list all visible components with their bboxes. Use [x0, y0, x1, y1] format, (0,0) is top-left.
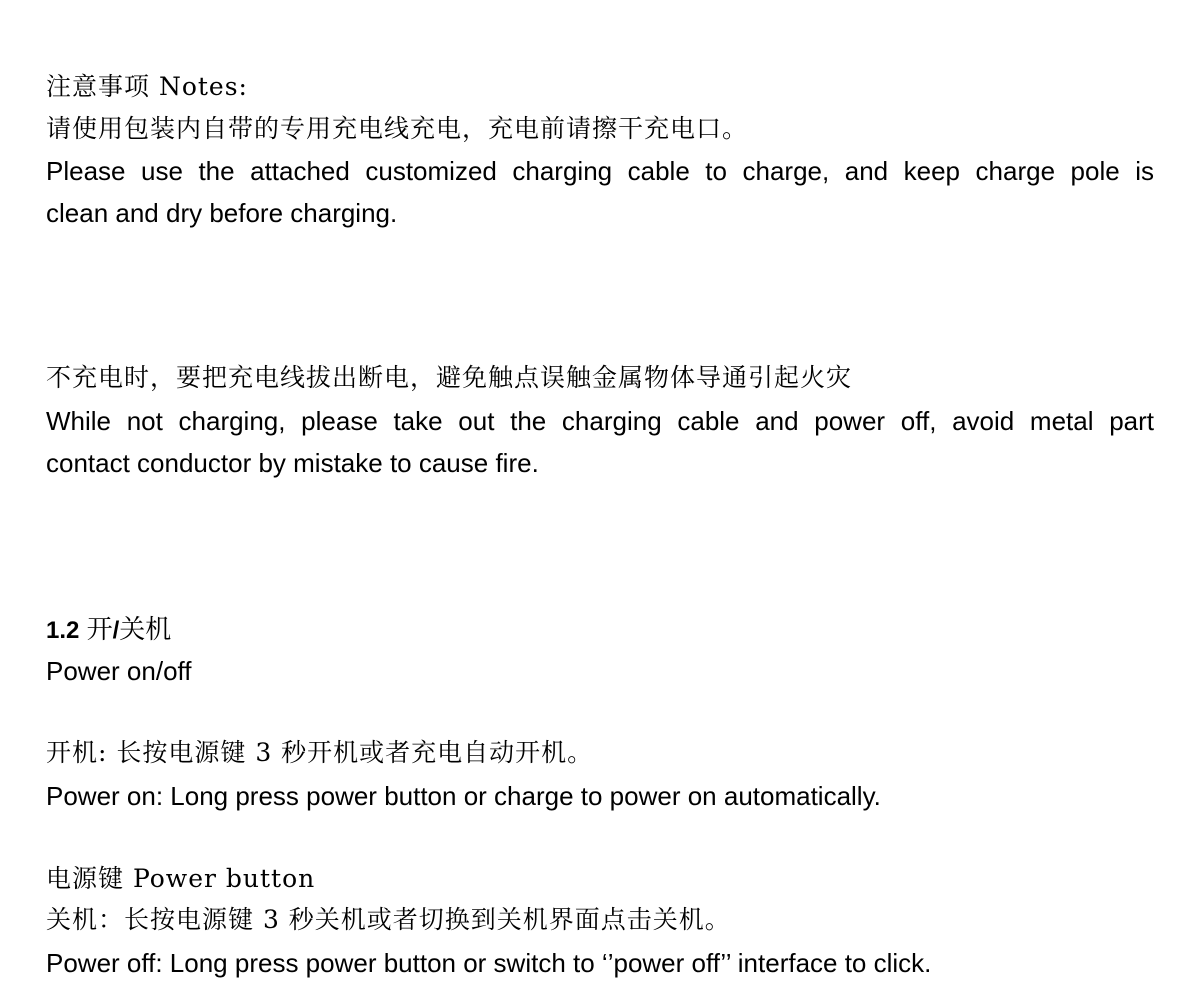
- notes-line-en-2: clean and dry before charging.: [46, 198, 398, 228]
- section-title-cn-b: 关机: [119, 615, 172, 645]
- section-number: 1.2: [46, 617, 80, 644]
- section-title-en: Power on/off: [46, 656, 192, 686]
- warning-line-en-1: While not charging, please take out the charging cable and power off, avoid metal part: [46, 406, 1154, 436]
- section-title-slash: /: [112, 617, 120, 644]
- warning-line-en-2: contact conductor by mistake to cause fire.: [46, 448, 539, 478]
- notes-line-cn: 请使用包装内自带的专用充电线充电，充电前请擦干充电口。: [46, 114, 749, 143]
- warning-line-cn: 不充电时，要把充电线拔出断电，避免触点误触金属物体导通引起火灾: [46, 363, 853, 392]
- power-off-line-en: Power off: Long press power button or switch to ‘’power off’’ interface to click.: [46, 948, 932, 978]
- notes-line-en-1: Please use the attached customized charging cable to charge, and keep charge pole is: [46, 156, 1154, 186]
- power-on-line-en: Power on: Long press power button or charge to power on automatically.: [46, 781, 881, 811]
- power-off-line-cn: 关机：长按电源键 3 秒关机或者切换到关机界面点击关机。: [46, 905, 731, 934]
- section-heading: [46, 612, 171, 648]
- power-button-label: 电源键 Power button: [46, 864, 316, 893]
- section-title-cn-a: 开: [86, 615, 113, 645]
- power-on-line-cn: 开机: 长按电源键 3 秒开机或者充电自动开机。: [46, 738, 594, 767]
- notes-heading: 注意事项 Notes:: [46, 72, 248, 101]
